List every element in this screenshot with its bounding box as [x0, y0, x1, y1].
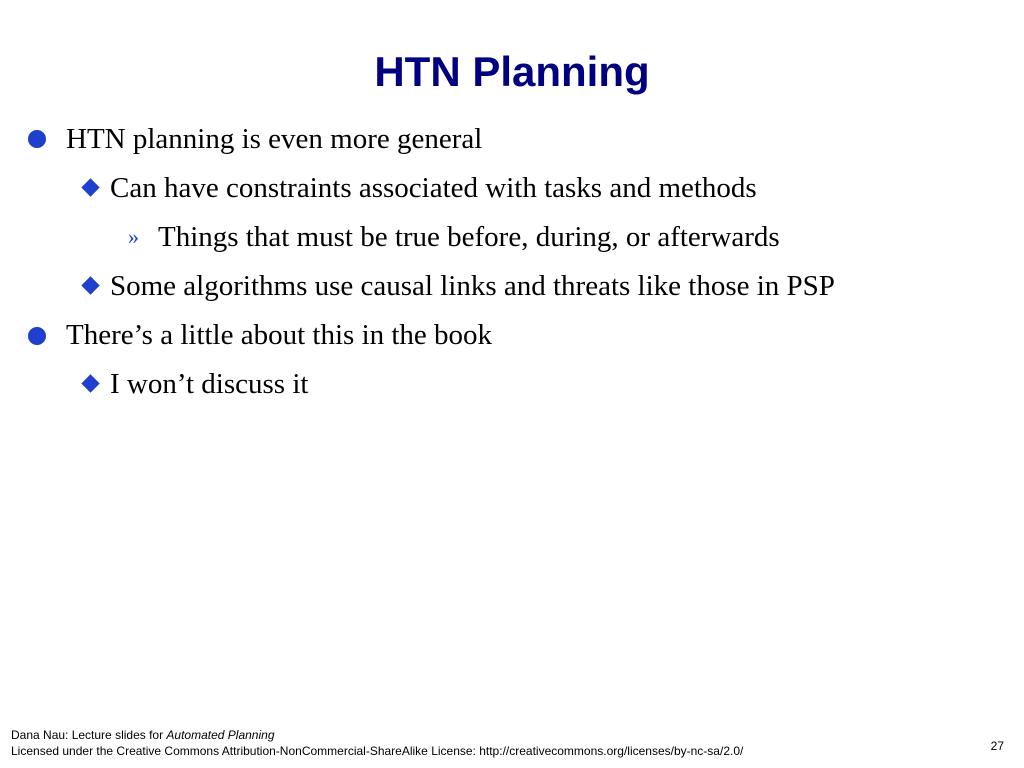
footer-book-title: Automated Planning [166, 728, 275, 742]
round-bullet-icon [28, 327, 46, 345]
round-bullet-icon [28, 130, 46, 148]
footer-license: Licensed under the Creative Commons Attribution-NonCommercial-ShareAlike License: http://creativecommons.org/licenses/by-nc-sa/2.0/ [11, 744, 744, 758]
slide-title: HTN Planning [374, 48, 650, 95]
bullet-item: HTN planning is even more general [66, 123, 483, 155]
bullet-item: Some algorithms use causal links and threats like those in PSP [110, 270, 835, 302]
footer-credit-prefix: Dana Nau: Lecture slides for [11, 728, 167, 742]
page-number: 27 [990, 739, 1004, 753]
footer-credit [11, 727, 275, 743]
bullet-item: Things that must be true before, during, or afterwards [158, 221, 780, 253]
double-chevron-bullet-icon: » [128, 224, 139, 249]
bullet-item: Can have constraints associated with tasks and methods [110, 172, 757, 204]
bullet-item: I won’t discuss it [110, 368, 309, 400]
diamond-bullet-icon [81, 374, 99, 392]
diamond-bullet-icon [81, 276, 99, 294]
bullet-item: There’s a little about this in the book [66, 319, 493, 351]
diamond-bullet-icon [81, 178, 99, 196]
